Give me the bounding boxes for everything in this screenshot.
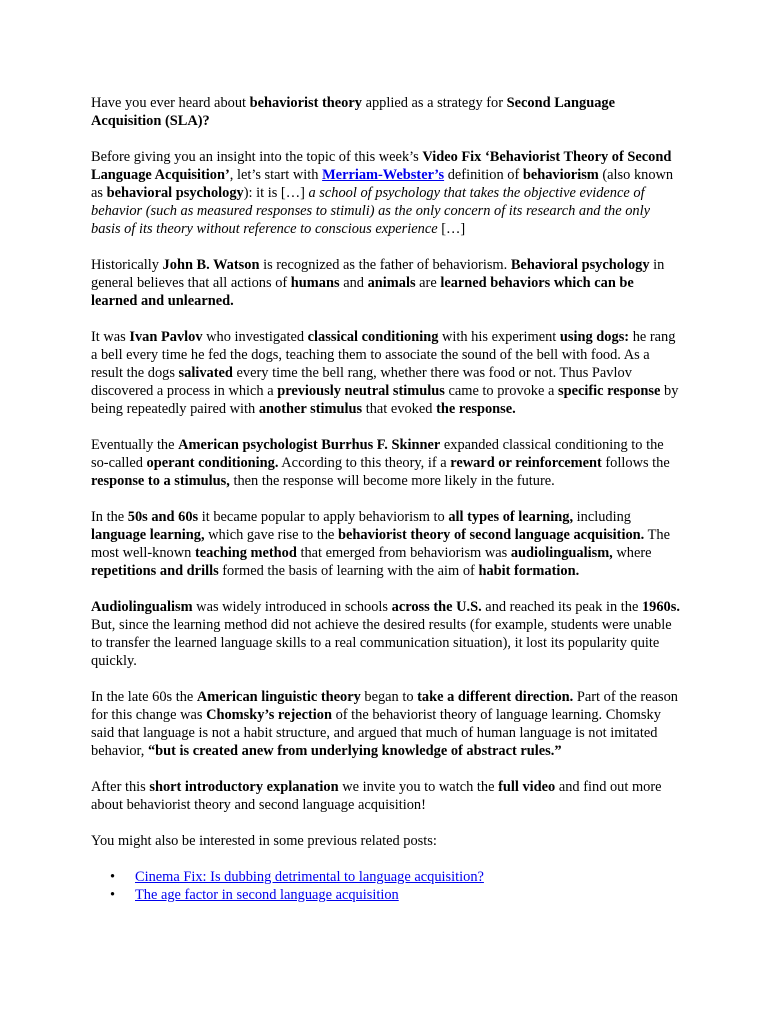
text: with his experiment bbox=[438, 329, 560, 345]
bold-text: American linguistic theory bbox=[196, 689, 361, 705]
bold-text: habit formation. bbox=[478, 563, 580, 579]
bullet-icon: • bbox=[110, 869, 116, 885]
paragraph-watson bbox=[91, 256, 681, 310]
text: is recognized as the father of behaviorism. bbox=[259, 257, 511, 273]
text: Part of the reason for this change was bbox=[91, 689, 678, 723]
paragraph-50s-60s bbox=[91, 508, 681, 580]
bold-text: classical conditioning bbox=[307, 329, 439, 345]
paragraph-definition bbox=[91, 148, 681, 238]
bold-text: Ivan Pavlov bbox=[129, 329, 203, 345]
paragraph-skinner bbox=[91, 436, 681, 490]
bold-text: behaviorism bbox=[522, 167, 599, 183]
text: definition of bbox=[444, 167, 523, 183]
bold-text: humans bbox=[290, 275, 340, 291]
bold-text: short introductory explanation bbox=[149, 779, 339, 795]
related-posts-list bbox=[91, 868, 681, 904]
text: Eventually the bbox=[91, 437, 179, 453]
bold-text: learned behaviors which can be learned and unlearned. bbox=[91, 275, 634, 309]
bold-text: “but is created anew from underlying knowledge of abstract rules.” bbox=[147, 743, 562, 759]
text: came to provoke a bbox=[444, 383, 558, 399]
text: applied as a strategy for bbox=[361, 95, 507, 111]
document-body bbox=[91, 94, 681, 904]
paragraph-audiolingualism bbox=[91, 598, 681, 670]
merriam-webster-link[interactable]: Merriam-Webster’s bbox=[322, 167, 445, 183]
text: we invite you to watch the bbox=[338, 779, 499, 795]
text: by being repeatedly paired with bbox=[91, 383, 679, 417]
list-item bbox=[110, 886, 681, 904]
text: After this bbox=[91, 779, 150, 795]
text: he rang a bell every time he fed the dogs, teaching them to associate the sound of the bell with food. As a result the dogs bbox=[91, 329, 676, 381]
text: where bbox=[612, 545, 652, 561]
paragraph-intro bbox=[91, 94, 681, 130]
bold-text: audiolingualism, bbox=[510, 545, 613, 561]
bold-text: Audiolingualism bbox=[91, 599, 193, 615]
text: that emerged from behaviorism was bbox=[296, 545, 511, 561]
bold-text: Video Fix ‘Behaviorist Theory of Second Language Acquisition’ bbox=[91, 149, 672, 183]
text: But, since the learning method did not achieve the desired results (for example, students were unable to transfer the learned language skills to a real communication situation), it lost its popularity quite quickly. bbox=[91, 617, 672, 669]
paragraph-pavlov bbox=[91, 328, 681, 418]
text: formed the basis of learning with the aim of bbox=[218, 563, 479, 579]
bold-text: John B. Watson bbox=[162, 257, 260, 273]
text: follows the bbox=[601, 455, 670, 471]
text: and reached its peak in the bbox=[481, 599, 642, 615]
text: it became popular to apply behaviorism to bbox=[198, 509, 449, 525]
text: You might also be interested in some previous related posts: bbox=[91, 833, 437, 849]
bold-text: behaviorist theory bbox=[249, 95, 362, 111]
bold-text: animals bbox=[367, 275, 416, 291]
bold-text: operant conditioning. bbox=[146, 455, 279, 471]
text: It was bbox=[91, 329, 130, 345]
related-post-link-dubbing[interactable]: Cinema Fix: Is dubbing detrimental to language acquisition? bbox=[135, 869, 484, 885]
bold-text: the response. bbox=[436, 401, 516, 417]
paragraph-invitation bbox=[91, 778, 681, 814]
bold-text: language learning, bbox=[91, 527, 205, 543]
bold-text: response to a stimulus, bbox=[91, 473, 230, 489]
text: of the behaviorist theory of language learning. Chomsky said that language is not a habit structure, and argued that much of human language is not imitated behavior, bbox=[91, 707, 661, 759]
text: Historically bbox=[91, 257, 163, 273]
bold-text: 1960s. bbox=[641, 599, 680, 615]
text: (also known as bbox=[91, 167, 674, 201]
text: was widely introduced in schools bbox=[192, 599, 392, 615]
text: expanded classical conditioning to the so-called bbox=[91, 437, 664, 471]
bold-text: Chomsky’s rejection bbox=[206, 707, 332, 723]
bold-text: behaviorist theory of second language acquisition. bbox=[338, 527, 645, 543]
bold-text: Second Language Acquisition (SLA)? bbox=[91, 95, 615, 129]
bold-text: repetitions and drills bbox=[91, 563, 219, 579]
text: In the late 60s the bbox=[91, 689, 197, 705]
list-item bbox=[110, 868, 681, 886]
bold-text: using dogs: bbox=[559, 329, 630, 345]
bullet-icon: • bbox=[110, 887, 116, 903]
text: In the bbox=[91, 509, 128, 525]
bold-text: previously neutral stimulus bbox=[277, 383, 445, 399]
paragraph-related-intro bbox=[91, 832, 681, 850]
bold-text: take a different direction. bbox=[417, 689, 574, 705]
bold-text: across the U.S. bbox=[391, 599, 482, 615]
text: which gave rise to the bbox=[204, 527, 339, 543]
text: then the response will become more likely in the future. bbox=[229, 473, 555, 489]
text: including bbox=[573, 509, 632, 525]
text: and find out more about behaviorist theory and second language acquisition! bbox=[91, 779, 662, 813]
bold-text: another stimulus bbox=[258, 401, 363, 417]
text: […] bbox=[437, 221, 466, 237]
italic-definition: a school of psychology that takes the objective evidence of behavior (such as measured responses to stimuli) as the only concern of its research and the only basis of its theory without reference to conscious experience bbox=[91, 185, 651, 237]
bold-text: specific response bbox=[557, 383, 661, 399]
bold-text: behavioral psychology bbox=[106, 185, 244, 201]
text: Before giving you an insight into the topic of this week’s bbox=[91, 149, 423, 165]
bold-text: American psychologist Burrhus F. Skinner bbox=[178, 437, 441, 453]
bold-text: full video bbox=[498, 779, 556, 795]
bold-text: 50s and 60s bbox=[127, 509, 199, 525]
text: are bbox=[415, 275, 441, 291]
bold-text: salivated bbox=[178, 365, 233, 381]
bold-text: reward or reinforcement bbox=[450, 455, 602, 471]
related-post-link-age-factor[interactable]: The age factor in second language acquisition bbox=[135, 887, 399, 903]
text: ): it is […] bbox=[243, 185, 309, 201]
paragraph-chomsky bbox=[91, 688, 681, 760]
text: began to bbox=[360, 689, 418, 705]
text: that evoked bbox=[362, 401, 437, 417]
text: , let’s start with bbox=[229, 167, 323, 183]
text: every time the bell rang, whether there was food or not. Thus Pavlov discovered a process in which a bbox=[91, 365, 632, 399]
text: Have you ever heard about bbox=[91, 95, 250, 111]
text: who investigated bbox=[202, 329, 308, 345]
text: and bbox=[339, 275, 368, 291]
text: The most well-known bbox=[91, 527, 670, 561]
text: According to this theory, if a bbox=[278, 455, 451, 471]
bold-text: Behavioral psychology bbox=[510, 257, 650, 273]
text: in general believes that all actions of bbox=[91, 257, 665, 291]
bold-text: teaching method bbox=[194, 545, 297, 561]
bold-text: all types of learning, bbox=[448, 509, 574, 525]
